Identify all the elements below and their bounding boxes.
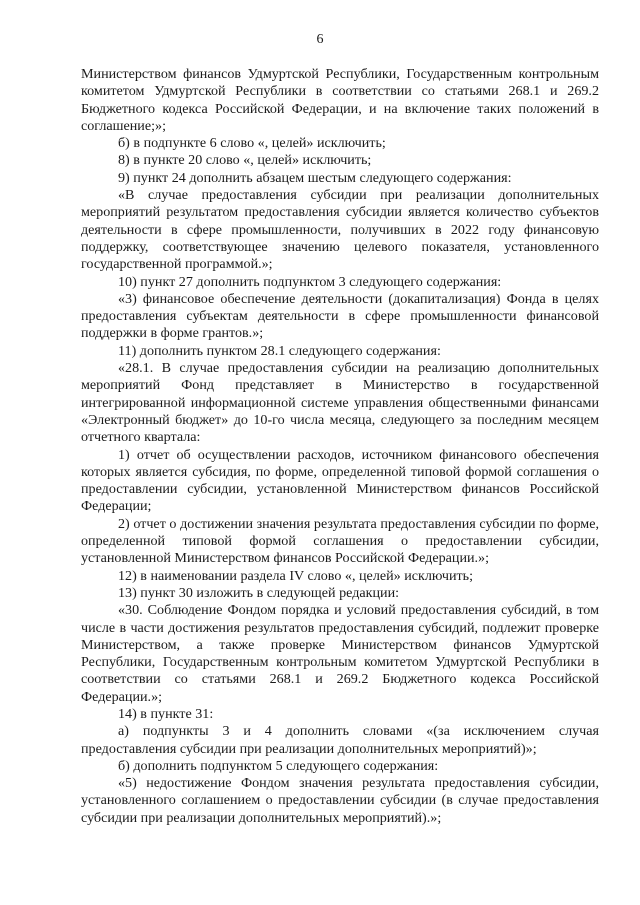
paragraph-quote-24: «В случае предоставления субсидии при реализации дополнительных мероприятий результатом предоставления субсидии является количество субъектов деятельности в сфере промышленности, получивших в 2022 году финансовую поддержку, соответствующее значению целевого показателя, установленного государственной программой.»; [81, 187, 599, 273]
paragraph-subitem-2-report: 2) отчет о достижении значения результата предоставления субсидии по форме, определенной типовой формой соглашения о предоставлении субсидии, установленной Министерством финансов Российской Федерации.»; [81, 515, 599, 567]
paragraph-subitem-b-31: б) дополнить подпунктом 5 следующего содержания: [118, 757, 439, 774]
paragraph-item-8: 8) в пункте 20 слово «, целей» исключить; [118, 152, 372, 169]
paragraph-item-10: 10) пункт 27 дополнить подпунктом 3 следующего содержания: [118, 273, 502, 290]
document-body [81, 66, 599, 827]
paragraph-item-9: 9) пункт 24 дополнить абзацем шестым следующего содержания: [118, 169, 512, 186]
paragraph-item-13: 13) пункт 30 изложить в следующей редакции: [118, 584, 400, 601]
paragraph-continuation: Министерством финансов Удмуртской Республики, Государственным контрольным комитетом Удмуртской Республики в соответствии со статьями 268.1 и 269.2 Бюджетного кодекса Российской Федерации, и на включение таких положений в соглашение;»; [81, 66, 599, 134]
paragraph-item-12: 12) в наименовании раздела IV слово «, целей» исключить; [118, 567, 474, 584]
page-number: 6 [316, 32, 324, 47]
paragraph-subitem-a-31: а) подпункты 3 и 4 дополнить словами «(за исключением случая предоставления субсидии при реализации дополнительных мероприятий)»; [81, 723, 599, 757]
paragraph-item-14: 14) в пункте 31: [118, 705, 214, 722]
paragraph-quote-30: «30. Соблюдение Фондом порядка и условий предоставления субсидий, в том числе в части достижения результатов предоставления субсидий, подлежит проверке Министерством, а также проверке Министерством финансов Удмуртской Республики, Государственным контрольным комитетом Удмуртской Республики в соответствии со статьями 268.1 и 269.2 Бюджетного кодекса Российской Федерации.»; [81, 602, 599, 705]
paragraph-subitem-b-6: б) в подпункте 6 слово «, целей» исключить; [118, 135, 386, 152]
paragraph-quote-27-3: «3) финансовое обеспечение деятельности (докапитализация) Фонда в целях предоставления субъектам деятельности в сфере промышленности финансовой поддержки в форме грантов.»; [81, 290, 599, 342]
paragraph-quote-28-1: «28.1. В случае предоставления субсидии на реализацию дополнительных мероприятий Фонд представляет в Министерство в государственной интегрированной информационной системе управления общественными финансами «Электронный бюджет» до 10-го числа месяца, следующего за последним месяцем отчетного квартала: [81, 360, 599, 446]
paragraph-quote-31-5: «5) недостижение Фондом значения результата предоставления субсидии, установленного соглашением о предоставлении субсидии (в случае предоставления субсидии при реализации дополнительных мероприятий).»; [81, 775, 599, 826]
paragraph-item-11: 11) дополнить пунктом 28.1 следующего содержания: [118, 342, 441, 359]
paragraph-subitem-1-report: 1) отчет об осуществлении расходов, источником финансового обеспечения которых является субсидия, по форме, определенной типовой формой соглашения о предоставлении субсидии, установленной Министерством финансов Российской Федерации; [81, 446, 599, 515]
